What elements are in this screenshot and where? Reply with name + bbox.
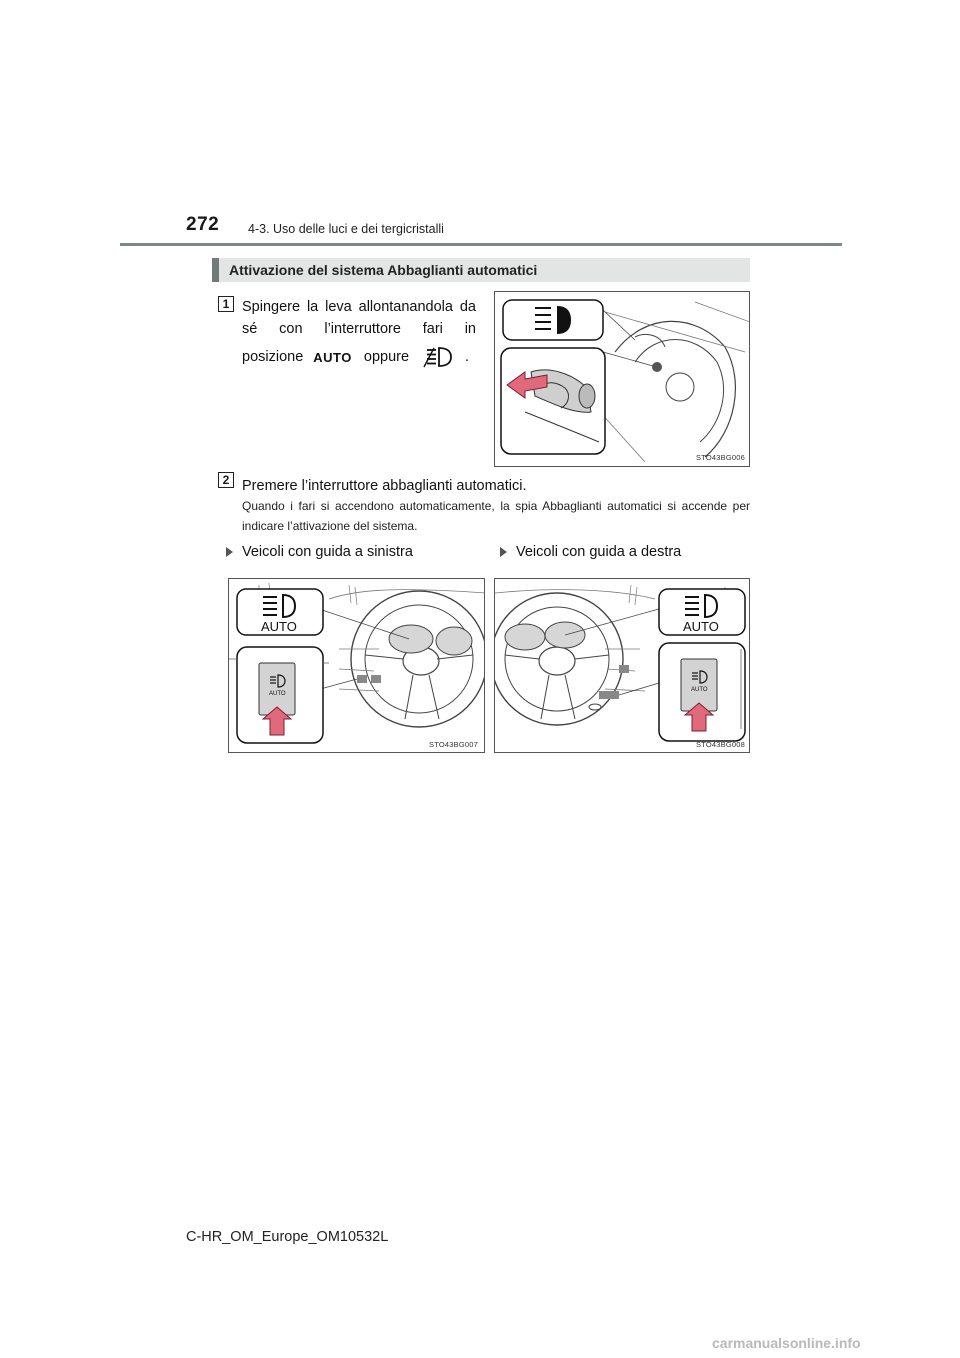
auto-inline-icon: AUTO (313, 349, 352, 365)
variant-label-left-text: Veicoli con guida a sinistra (242, 544, 413, 560)
figure-code-3: STO43BG008 (696, 740, 745, 749)
page-number: 272 (186, 214, 220, 235)
step-1-or-word: oppure (363, 349, 410, 365)
header-divider (120, 243, 842, 246)
step-1-position-word: posizione (242, 349, 304, 365)
high-beam-inline-icon (423, 346, 453, 368)
lever-illustration (495, 292, 750, 467)
right-hand-drive-illustration (495, 579, 750, 753)
step-number-2: 2 (218, 472, 234, 488)
svg-text:AUTO: AUTO (269, 691, 286, 697)
svg-text:AUTO: AUTO (691, 687, 708, 693)
subsection-heading (212, 258, 750, 282)
subsection-heading-text: Attivazione del sistema Abbaglianti automatici (229, 262, 538, 278)
figure-code-1: STO43BG006 (696, 453, 745, 462)
watermark: carmanualsonline.info (712, 1335, 861, 1351)
figure-code-2: STO43BG007 (429, 740, 478, 749)
figure-lever-operation (494, 291, 750, 467)
step-2-text: Premere l’interruttore abbaglianti automatici. (242, 478, 527, 494)
step-1-text-line-3 (242, 346, 469, 368)
document-code: C-HR_OM_Europe_OM10532L (186, 1229, 389, 1245)
svg-text:AUTO: AUTO (683, 619, 719, 634)
section-title: 4-3. Uso delle luci e dei tergicristalli (248, 222, 444, 236)
variant-label-right-hand (500, 544, 681, 560)
variant-label-left-hand (226, 544, 413, 560)
step-1-text: Spingere la leva allontanandola da sé con l’interruttore fari in (242, 299, 476, 337)
triangle-bullet-icon (500, 547, 507, 557)
left-hand-drive-illustration (229, 579, 485, 753)
auto-callout-label: AUTO (261, 619, 297, 634)
figure-left-hand-drive (228, 578, 485, 753)
step-1-period: . (465, 349, 470, 365)
step-2-note: Quando i fari si accendono automaticamente, la spia Abbaglianti automatici si accende per indicare l’attivazione del sistema. (242, 499, 750, 533)
variant-label-right-text: Veicoli con guida a destra (516, 544, 682, 560)
figure-right-hand-drive (494, 578, 750, 753)
heading-accent (212, 258, 219, 282)
step-number-1: 1 (218, 296, 234, 312)
triangle-bullet-icon (226, 547, 233, 557)
